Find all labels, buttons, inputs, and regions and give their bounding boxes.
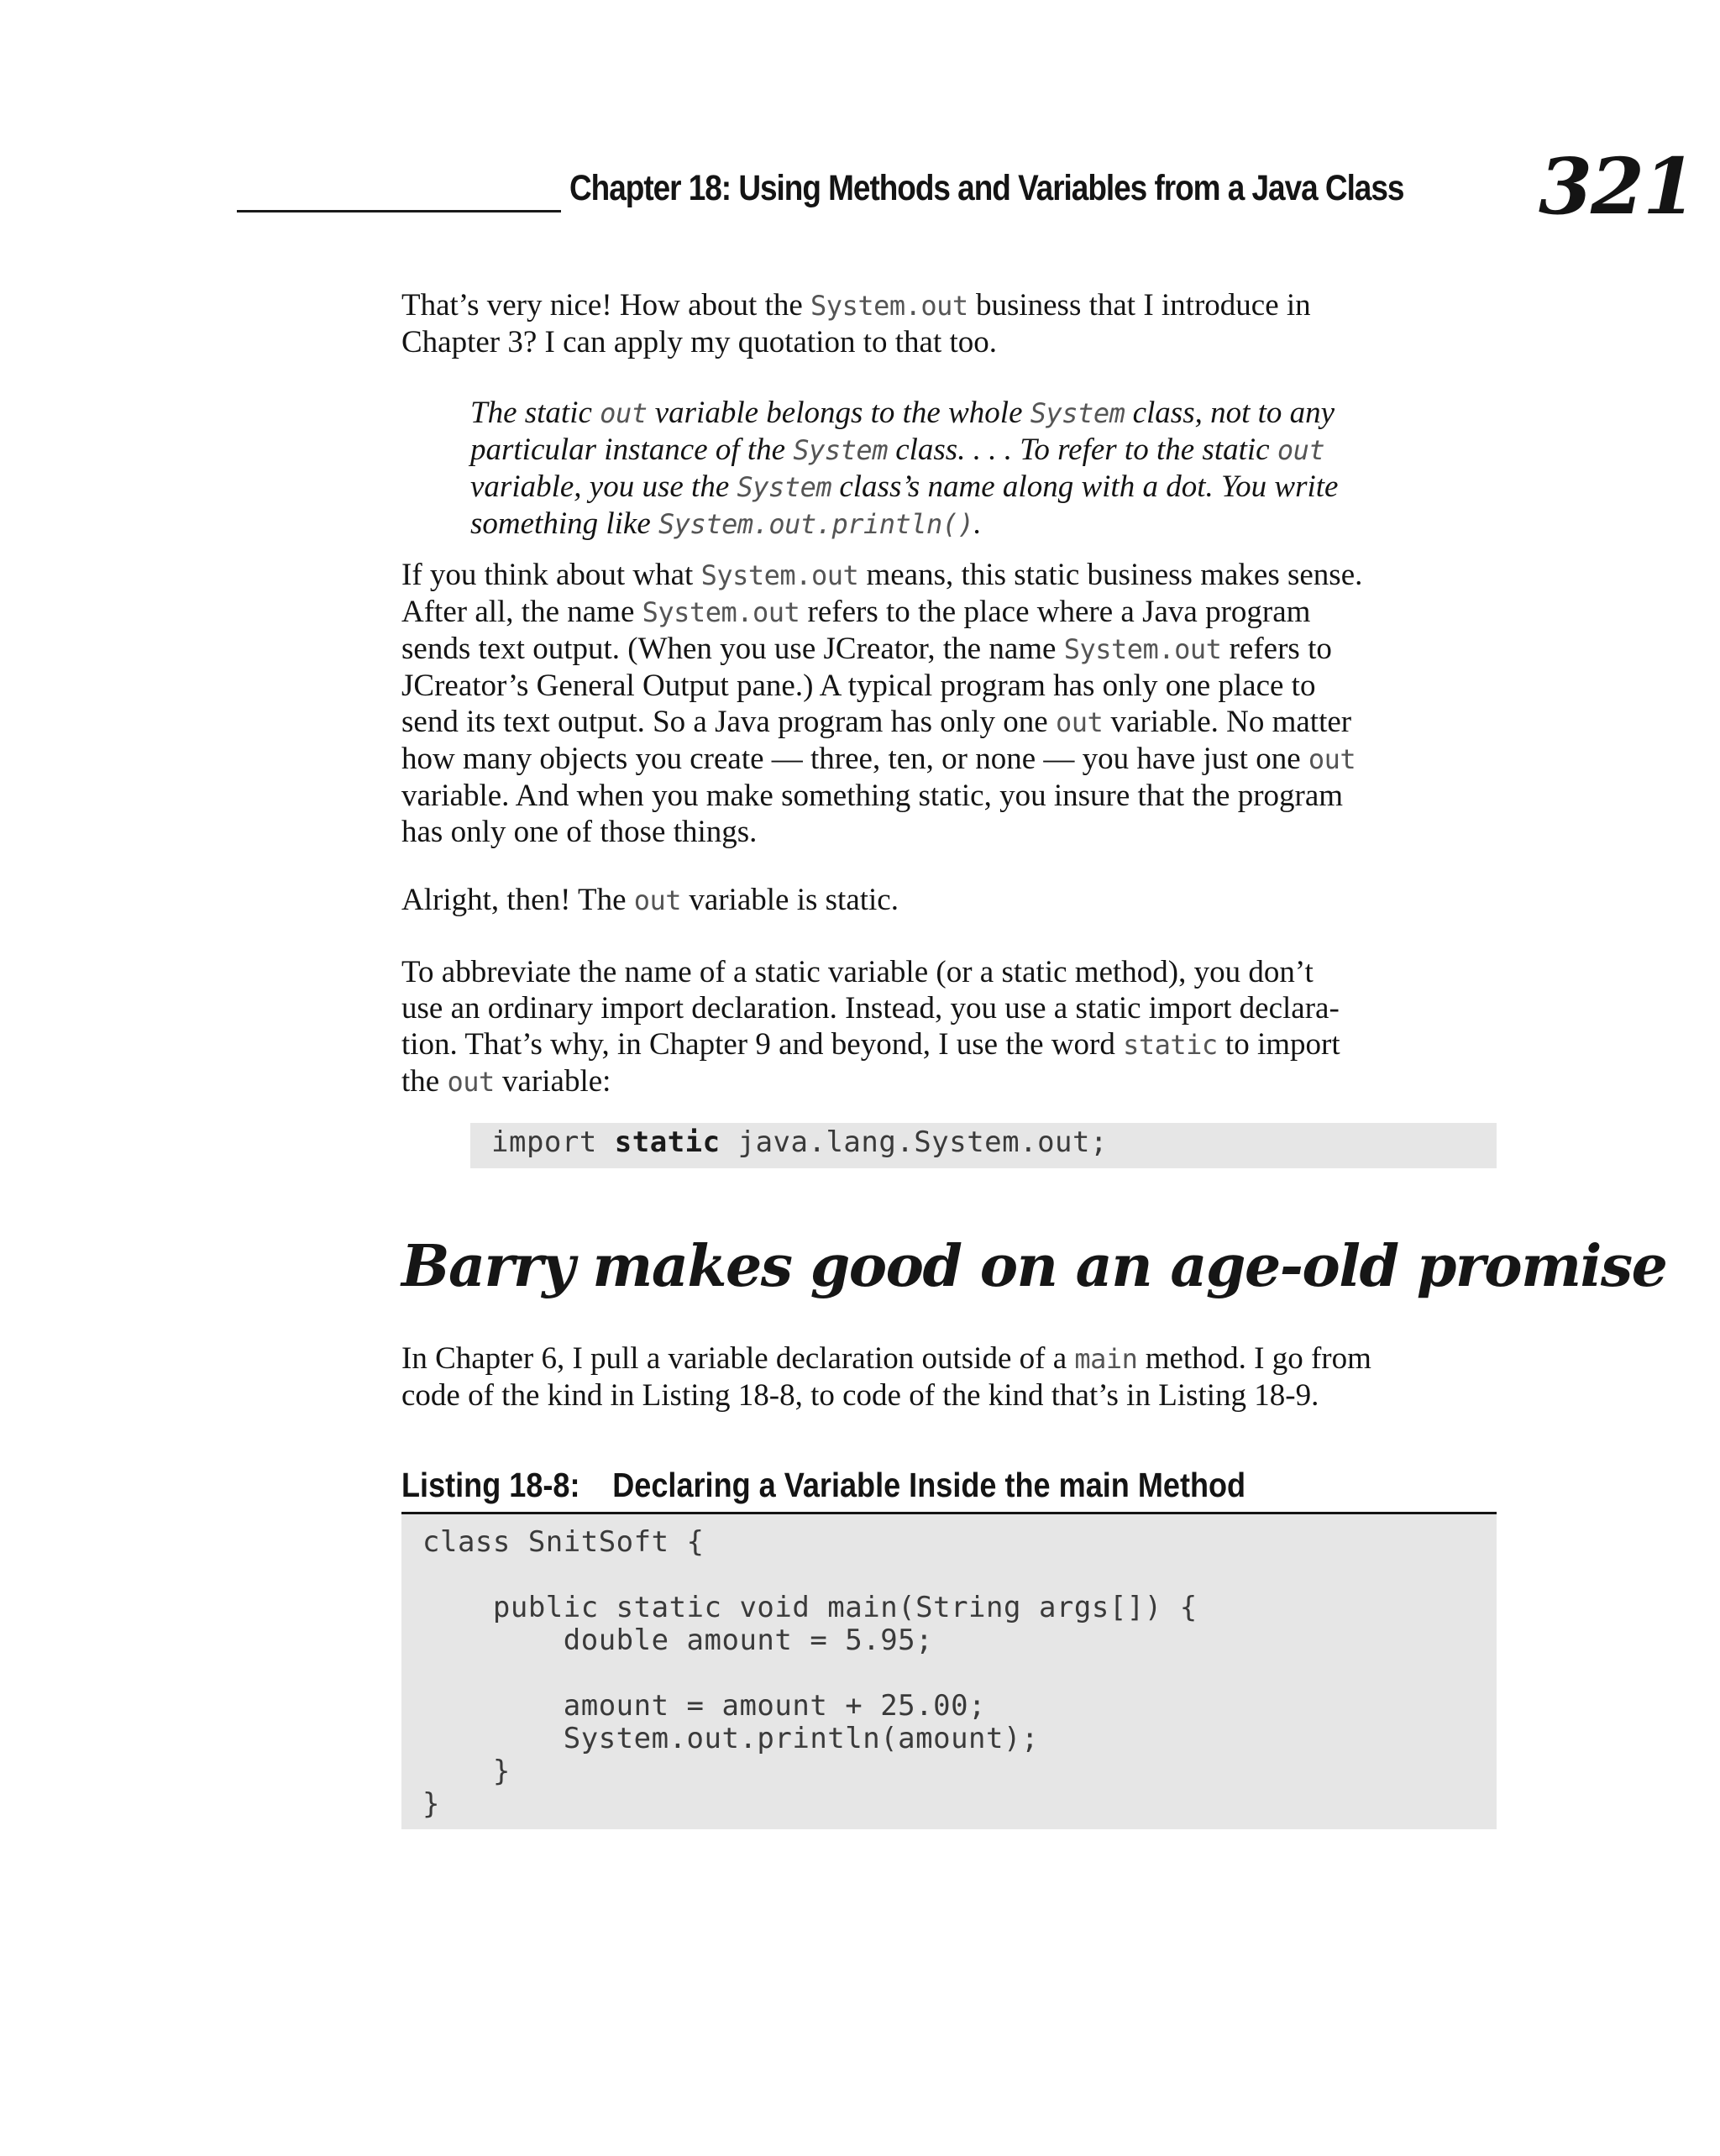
code-line <box>422 1657 1198 1690</box>
text-line: In Chapter 6, I pull a variable declaration outside of a main method. I go from <box>401 1341 1371 1376</box>
code-line <box>422 1559 1198 1592</box>
page-number: 321 <box>1539 141 1696 232</box>
text-line: tion. That’s why, in Chapter 9 and beyond, I use the word static to import <box>401 1027 1340 1062</box>
inline-code: System.out <box>642 596 800 628</box>
inline-code: System.out <box>810 290 968 322</box>
text-line: JCreator’s General Output pane.) A typical program has only one place to <box>401 669 1316 703</box>
inline-code: System <box>1030 397 1125 429</box>
text-line: Chapter 3? I can apply my quotation to that too. <box>401 325 997 359</box>
text-line: has only one of those things. <box>401 815 758 849</box>
code-line: public static void main(String args[]) { <box>422 1591 1198 1624</box>
code-keyword: static <box>614 1125 721 1159</box>
listing-code <box>422 1526 1198 1821</box>
text-line: send its text output. So a Java program has only one out variable. No matter <box>401 705 1352 739</box>
text-line: If you think about what System.out means, this static business makes sense. <box>401 558 1363 592</box>
listing-code-block <box>401 1514 1497 1829</box>
inline-code: System.out <box>700 559 859 591</box>
text-line: the out variable: <box>401 1064 611 1099</box>
code-line: } <box>422 1787 440 1821</box>
listing-number: Listing 18-8: <box>401 1466 580 1504</box>
inline-code: out <box>600 397 648 429</box>
paragraph-out-is-static <box>401 882 1493 919</box>
inline-code: main <box>1074 1343 1138 1375</box>
inline-code: System.out <box>1063 633 1222 665</box>
code-line: class SnitSoft { <box>422 1525 705 1559</box>
code-line: import static java.lang.System.out; <box>491 1125 1108 1159</box>
code-line: amount = amount + 25.00; <box>422 1689 987 1723</box>
paragraph-static-import <box>401 954 1493 1100</box>
inline-code: System <box>737 471 832 503</box>
inline-code: out <box>633 884 682 916</box>
paragraph-intro <box>401 287 1493 360</box>
code-line: double amount = 5.95; <box>422 1624 934 1657</box>
text-line: something like System.out.println(). <box>470 506 982 541</box>
text-line: how many objects you create — three, ten, or none — you have just one out <box>401 742 1356 776</box>
text-line: The static out variable belongs to the whole System class, not to any <box>470 396 1335 430</box>
inline-code: out <box>1055 706 1104 738</box>
text-line: code of the kind in Listing 18-8, to code of the kind that’s in Listing 18-9. <box>401 1378 1319 1413</box>
text-line: use an ordinary import declaration. Instead, you use a static import declara- <box>401 991 1340 1026</box>
listing-title: Declaring a Variable Inside the main Method <box>612 1466 1246 1504</box>
inline-code: System.out.println() <box>658 508 974 540</box>
inline-code: out <box>1277 434 1325 466</box>
listing-caption <box>401 1466 1245 1505</box>
text-line: particular instance of the System class. . . . To refer to the static out <box>470 433 1325 467</box>
header-rule <box>237 210 561 212</box>
section-heading: Barry makes good on an age-old promise <box>401 1233 1667 1300</box>
text-line: After all, the name System.out refers to the place where a Java program <box>401 595 1311 629</box>
inline-code: out <box>1308 743 1356 775</box>
code-line: System.out.println(amount); <box>422 1722 1039 1755</box>
text-line: Alright, then! The out variable is static. <box>401 883 899 917</box>
text-line: variable. And when you make something static, you insure that the program <box>401 779 1344 813</box>
chapter-title: Chapter 18: Using Methods and Variables from a Java Class <box>569 168 1404 208</box>
inline-code: out <box>447 1066 495 1098</box>
paragraph-static-explanation <box>401 557 1493 850</box>
inline-code: static <box>1123 1029 1218 1061</box>
text-line: To abbreviate the name of a static variable (or a static method), you don’t <box>401 955 1314 989</box>
text-line: That’s very nice! How about the System.out business that I introduce in <box>401 288 1311 323</box>
inline-code: System <box>793 434 888 466</box>
code-line: } <box>422 1755 511 1788</box>
block-quote <box>470 395 1478 543</box>
text-line: variable, you use the System class’s name along with a dot. You write <box>470 469 1339 504</box>
paragraph-chapter6 <box>401 1340 1493 1414</box>
text-line: sends text output. (When you use JCreator, the name System.out refers to <box>401 632 1332 666</box>
import-code-block <box>470 1123 1497 1168</box>
